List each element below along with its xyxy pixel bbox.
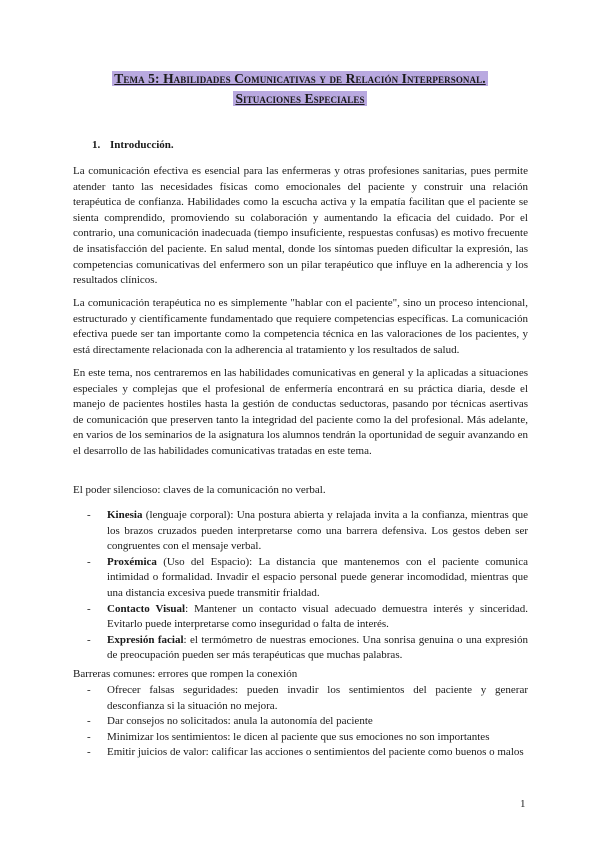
paragraph-3: En este tema, nos centraremos en las habilidades comunicativas en general y la aplicadas a situaciones especiales y complejas que el profesional de enfermería encontrará en su práctica diaria, desde el manejo de pacientes hostiles hasta la gestión de conductas seductoras, pasando por técnicas asertivas de comunicación que preserven tanto la integridad del paciente como la del profesional. Más adelante, en varios de los seminarios de la asignatura los alumnos tendrán la oportunidad de seguir avanzando en el desarrollo de las habilidades comunicativas tratadas en este tema. [73,367,528,457]
list-item [73,683,528,714]
title-line-2: Situaciones Especiales [235,91,365,106]
page-number: 1 [520,798,526,810]
paragraph-2: La comunicación terapéutica no es simplemente "hablar con el paciente", sino un proceso intencional, estructurado y científicamente fundamentado que requiere competencias específicas. La comunicación efectiva puede ser tan importante como la competencia técnica en las valoraciones de los pacientes, y está directamente relacionada con la adherencia al tratamiento y los resultados de salud. [73,297,528,356]
item-text: (Uso del Espacio): La distancia que mantenemos con el paciente comunica intimidad o formalidad. Invadir el espacio personal puede generar incomodidad, mientras que una distancia excesiva puede transmitir frialdad. [107,555,528,599]
list-item [73,633,528,664]
item-text: Ofrecer falsas seguridades: pueden invadir los sentimientos del paciente y generar desconfianza si la situación no mejora. [107,684,528,712]
list-item [73,714,528,730]
bullet-dash: - [87,633,91,646]
barriers-heading: Barreras comunes: errores que rompen la conexión [73,668,298,680]
item-term: Kinesia [107,509,143,521]
item-text: Dar consejos no solicitados: anula la autonomía del paciente [107,715,373,728]
bullet-dash: - [87,715,91,728]
item-text: (lenguaje corporal): Una postura abierta y relajada invita a la confianza, mientras que los brazos cruzados pueden interpretarse como una barrera defensiva. Los gestos deben ser congruentes con el mensaje verbal. [107,509,528,553]
bullet-dash: - [87,555,91,568]
list-item [73,602,528,633]
barriers-list [73,683,528,761]
bullet-dash: - [87,602,91,615]
section-number: 1. [92,139,101,151]
title-line-1: Tema 5: Habilidades Comunicativas y de Relación Interpersonal. [114,71,486,86]
item-text: : Mantener un contacto visual adecuado demuestra interés y sinceridad. Evitarlo puede interpretarse como inseguridad o falta de interés. [107,602,529,631]
item-term: Expresión facial [107,633,184,646]
list-item [73,730,528,746]
nonverbal-heading: El poder silencioso: claves de la comunicación no verbal. [73,484,326,496]
paragraph-1: La comunicación efectiva es esencial para las enfermeras y otras profesiones sanitarias, pues permite atender tanto las necesidades físicas como emocionales del paciente y construir una relación terapéutica de confianza. Habilidades como la escucha activa y la empatía facilitan que el paciente se sienta comprendido, promoviendo su colaboración y aumentando la eficacia del cuidado. Por el contrario, una comunicación inadecuada (tiempo insuficiente, respuestas confusas) es motivo frecuente de insatisfacción del paciente. En salud mental, donde los síntomas pueden dificultar la expresión, las competencias comunicativas del enfermero son un pilar terapéutico que influye en la adherencia y los resultados clínicos. [73,165,528,287]
item-text: Emitir juicios de valor: calificar las acciones o sentimientos del paciente como buenos o malos [107,746,524,759]
section-heading [92,139,174,151]
list-item [73,555,528,602]
nonverbal-list [73,508,528,664]
bullet-dash: - [87,509,91,521]
bullet-dash: - [87,684,91,696]
section-title: Introducción. [110,139,174,151]
item-term: Contacto Visual [107,602,186,615]
list-item [73,745,528,761]
item-text: Minimizar los sentimientos: le dicen al paciente que sus emociones no son importantes [107,730,490,743]
bullet-dash: - [87,746,91,759]
list-item [73,508,528,555]
bullet-dash: - [87,730,91,743]
item-term: Proxémica [107,555,157,568]
item-text: : el termómetro de nuestras emociones. Una sonrisa genuina o una expresión de preocupación pueden ser más terapéuticas que muchas palabras. [107,633,528,662]
